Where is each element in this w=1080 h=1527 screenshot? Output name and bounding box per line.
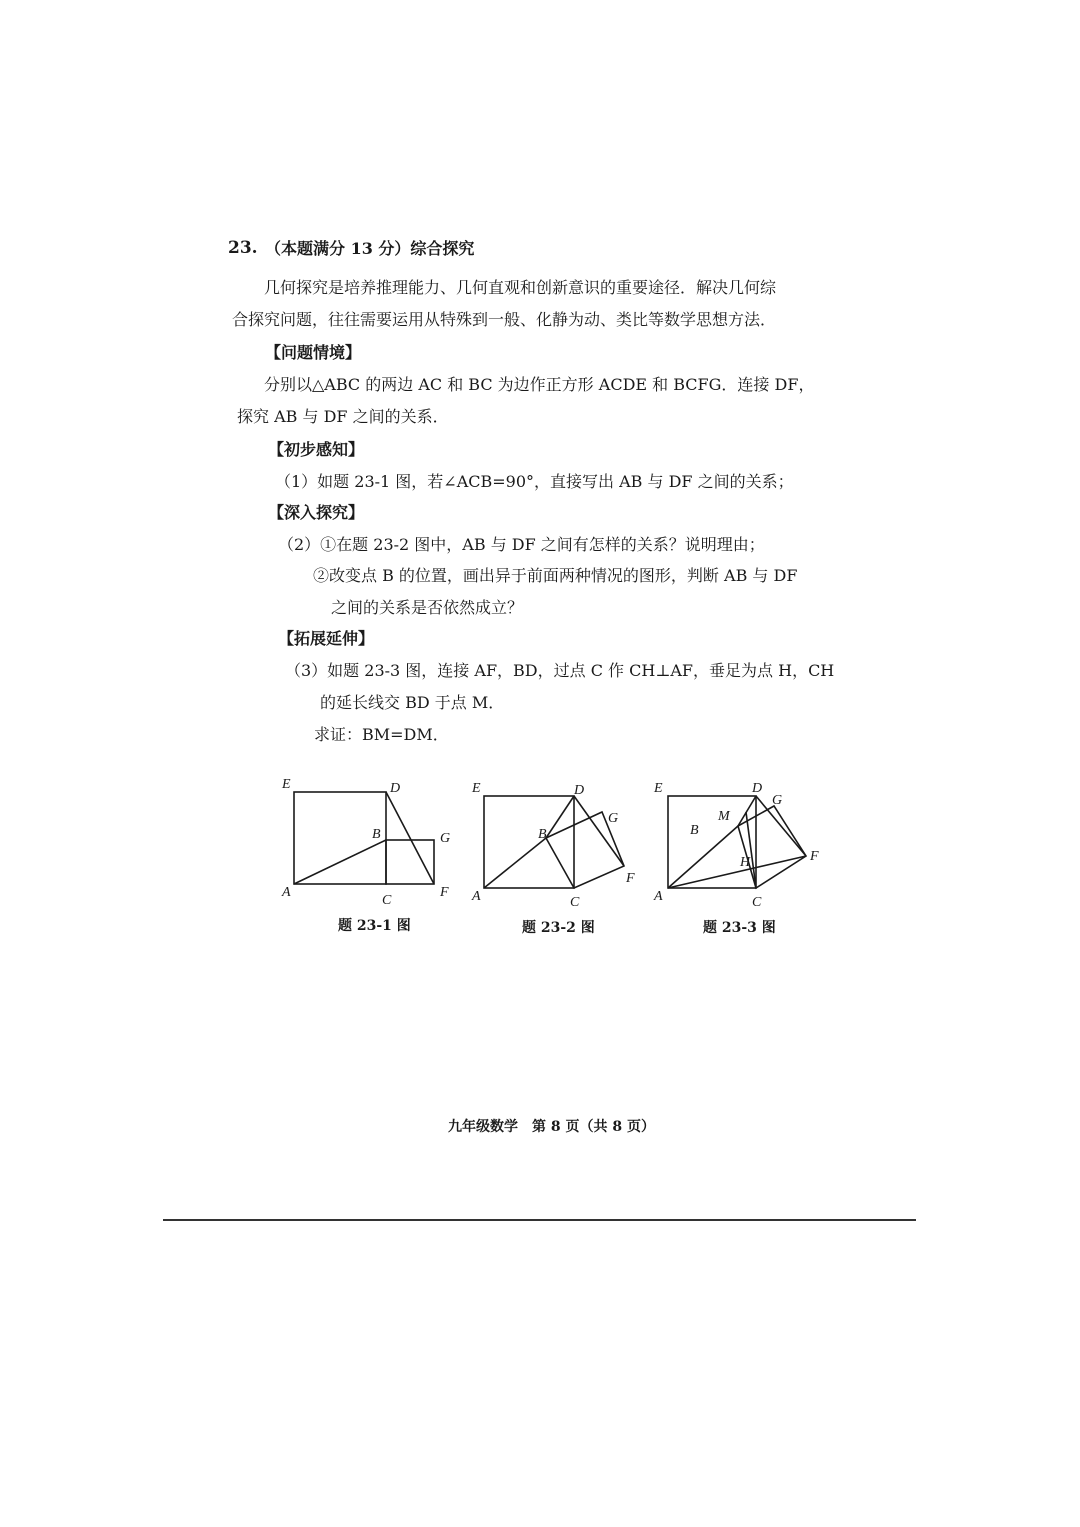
label-c: C xyxy=(570,895,580,910)
square-bcfg xyxy=(738,806,806,888)
label-e: E xyxy=(282,777,291,792)
label-f: F xyxy=(810,849,819,864)
segment-ab xyxy=(484,838,546,888)
label-b: B xyxy=(538,827,547,842)
bottom-divider xyxy=(163,1219,916,1221)
caption-23-2: 题 23-2 图 xyxy=(522,920,595,936)
label-d: D xyxy=(574,783,585,798)
segment-af xyxy=(668,856,806,888)
segment-ab xyxy=(294,840,386,884)
caption-23-1: 题 23-1 图 xyxy=(338,918,411,934)
situation-line-2: 探究 AB 与 DF 之间的关系． xyxy=(237,407,449,426)
intro-line-2: 合探究问题，往往需要运用从特殊到一般、化静为动、类比等数学思想方法． xyxy=(232,310,777,329)
label-f: F xyxy=(440,885,449,900)
page-footer: 九年级数学 第 8 页（共 8 页） xyxy=(448,1119,655,1135)
question-header: （本题满分 13 分）综合探究 xyxy=(265,239,475,258)
segment-df xyxy=(386,792,434,884)
segment-df xyxy=(574,796,624,866)
label-c: C xyxy=(382,893,392,908)
label-d: D xyxy=(752,781,763,796)
square-acde xyxy=(484,796,574,888)
part-3-c: 求证：BM=DM． xyxy=(314,725,449,744)
label-e: E xyxy=(654,781,663,796)
figure-23-1 xyxy=(270,770,470,914)
label-a: A xyxy=(282,885,291,900)
label-g: G xyxy=(772,793,783,808)
label-a: A xyxy=(472,889,481,904)
label-e: E xyxy=(472,781,481,796)
part-1: （1）如题 23-1 图，若∠ACB=90°，直接写出 AB 与 DF 之间的关系； xyxy=(275,472,794,491)
section-situation: 【问题情境】 xyxy=(265,343,362,362)
label-b: B xyxy=(690,823,699,838)
section-deep: 【深入探究】 xyxy=(268,503,365,522)
situation-line-1: 分别以△ABC 的两边 AC 和 BC 为边作正方形 ACDE 和 BCFG．连接 DF， xyxy=(264,375,815,394)
intro-line-1: 几何探究是培养推理能力、几何直观和创新意识的重要途径．解决几何综 xyxy=(264,278,777,297)
part-3-a: （3）如题 23-3 图，连接 AF，BD，过点 C 作 CH⊥AF，垂足为点 H，CH xyxy=(285,661,835,680)
caption-23-3: 题 23-3 图 xyxy=(703,920,776,936)
part-3-b: 的延长线交 BD 于点 M． xyxy=(320,693,505,712)
label-g: G xyxy=(608,811,619,826)
label-m: M xyxy=(718,809,730,824)
label-b: B xyxy=(372,827,381,842)
figure-23-1-svg xyxy=(270,770,470,910)
label-f: F xyxy=(626,871,635,886)
figure-23-3 xyxy=(648,770,848,914)
label-g: G xyxy=(440,831,451,846)
figure-23-2-svg xyxy=(462,770,662,910)
figure-23-3-svg xyxy=(648,770,848,910)
label-c: C xyxy=(752,895,762,910)
label-d: D xyxy=(390,781,401,796)
part-2-b: ②改变点 B 的位置，画出异于前面两种情况的图形，判断 AB 与 DF xyxy=(313,566,798,585)
section-extend: 【拓展延伸】 xyxy=(278,629,375,648)
figure-23-2 xyxy=(462,770,662,914)
section-initial: 【初步感知】 xyxy=(268,440,365,459)
segment-cm xyxy=(746,812,756,888)
square-bcfg xyxy=(386,840,434,884)
part-2-c: 之间的关系是否依然成立？ xyxy=(331,598,524,617)
label-h: H xyxy=(740,855,751,870)
segment-ab xyxy=(668,826,738,888)
part-2-a: （2）①在题 23-2 图中，AB 与 DF 之间有怎样的关系？说明理由； xyxy=(278,535,765,554)
question-number: 23. xyxy=(228,238,258,258)
label-a: A xyxy=(654,889,663,904)
